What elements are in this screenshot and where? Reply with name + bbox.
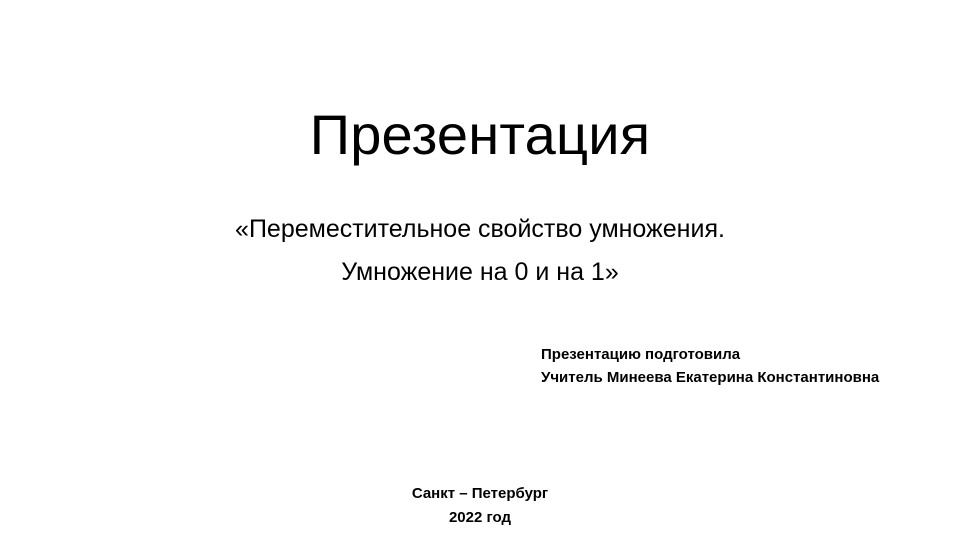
author-block	[541, 343, 879, 390]
subtitle-line-1: «Переместительное свойство умножения.	[235, 215, 725, 243]
author-line-2: Учитель Минеева Екатерина Константиновна	[541, 369, 880, 387]
page-title: Презентация	[309, 103, 651, 166]
author-line-1: Презентацию подготовила	[541, 346, 741, 363]
place-and-date-block	[0, 482, 960, 530]
year-label: 2022 год	[448, 509, 512, 526]
subtitle-line-2: Умножение на 0 и на 1»	[341, 258, 619, 286]
slide-subtitle	[0, 208, 960, 294]
city-label: Санкт – Петербург	[411, 485, 549, 502]
